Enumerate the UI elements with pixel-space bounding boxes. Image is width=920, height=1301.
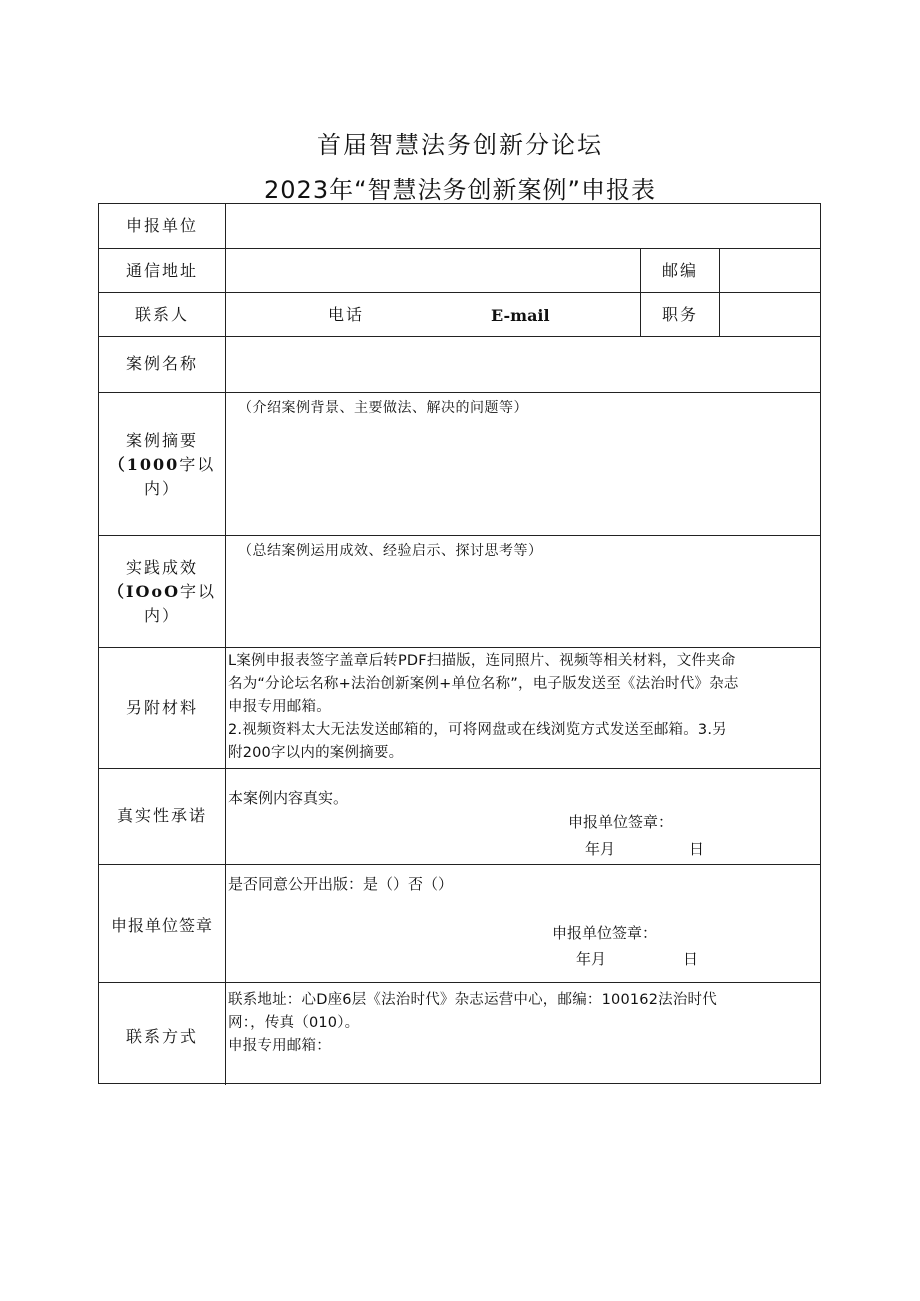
position-label: 职务 [662,305,699,324]
attachments-line: 2.视频资料太大无法发送邮箱的，可将网盘或在线浏览方式发送至邮箱。3.另 [228,722,727,738]
position-field[interactable] [720,293,820,336]
summary-word-limit-text: 字以 [179,455,216,474]
contact-info-text [228,989,820,1058]
summary-label-line2 [99,453,225,477]
row-divider [99,647,820,648]
results-label-line3: 内） [143,606,180,625]
attachments-line: 名为“分论坛名称+法治创新案例+单位名称”，电子版发送至《法治时代》杂志 [228,676,739,692]
attachments-line: L案例申报表签字盖章后转PDF扫描版，连同照片、视频等相关材料，文件夹命 [228,653,736,669]
unit-field[interactable] [226,204,820,248]
summary-label-line1: 案例摘要 [125,431,198,450]
results-label-line1: 实践成效 [125,558,198,577]
attachments-line: 附200字以内的案例摘要。 [228,745,404,761]
attachments-label: 另附材料 [125,698,198,717]
pledge-sign-label: 申报单位签章： [568,813,674,831]
publish-consent-question: 是否同意公开出版：是（）否（） [228,875,454,893]
pledge-year-month: 年月 [585,840,616,858]
unit-sign-label: 申报单位签章 [110,916,213,935]
postcode-label: 邮编 [662,261,699,280]
contact-info-line: 联系地址：心D座6层《法治时代》杂志运营中心，邮编：100162法治时代 [228,992,717,1008]
form-title-line2: 2023年“智慧法务创新案例”申报表 [264,176,656,204]
summary-label [99,429,225,501]
contact-info-label: 联系方式 [125,1027,198,1046]
contact-info-line: 申报专用邮箱： [228,1038,331,1054]
unit-label: 申报单位 [125,216,198,235]
summary-hint: （介绍案例背景、主要做法、解决的问题等） [238,400,528,416]
attachments-notes [228,650,820,765]
email-label: E-mail [491,306,550,325]
summary-label-line3: 内） [143,479,180,498]
address-field[interactable] [226,249,639,292]
pledge-day: 日 [689,840,705,858]
case-name-field[interactable] [226,337,820,392]
contact-info-line: 网：，传真（010）。 [228,1015,360,1031]
results-label [99,556,225,628]
results-word-limit-text: 字以 [180,582,217,601]
address-label: 通信地址 [125,261,198,280]
attachments-line: 申报专用邮箱。 [228,699,331,715]
results-hint: （总结案例运用成效、经验启示、探讨思考等） [238,543,543,559]
row-divider [99,982,820,983]
postcode-column-divider [640,248,641,336]
summary-word-limit: （1000 [108,455,180,474]
unit-sign-day: 日 [683,950,699,968]
unit-sign-year-month: 年月 [576,950,607,968]
case-name-label: 案例名称 [125,354,198,373]
contact-person-label: 联系人 [134,305,189,324]
row-divider [99,292,820,293]
row-divider [99,392,820,393]
results-label-line2 [99,580,225,604]
results-word-limit: （IOoO [107,582,181,601]
unit-sign-sign-label: 申报单位签章： [552,924,658,942]
pledge-statement: 本案例内容真实。 [228,789,349,807]
phone-label: 电话 [328,305,365,324]
summary-field[interactable] [226,419,820,534]
application-form-table [98,203,821,1084]
postcode-field[interactable] [720,249,820,292]
row-divider [99,535,820,536]
form-title-line1: 首届智慧法务创新分论坛 [317,131,603,159]
results-field[interactable] [226,562,820,647]
row-divider [99,864,820,865]
pledge-label: 真实性承诺 [116,806,207,825]
row-divider [99,768,820,769]
